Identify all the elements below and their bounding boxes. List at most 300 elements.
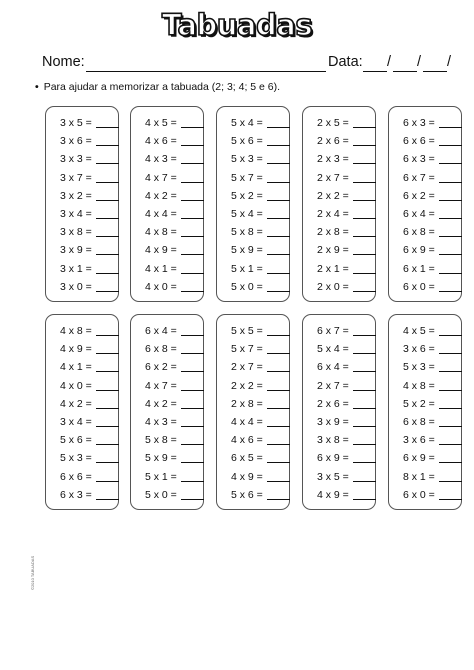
answer-blank[interactable] (181, 353, 204, 354)
exercise-row (217, 115, 291, 131)
exercise-row (46, 242, 120, 258)
exercise-expression: 4 x 2 = (60, 397, 92, 410)
answer-blank[interactable] (181, 291, 204, 292)
exercise-expression: 4 x 2 = (145, 189, 177, 202)
exercise-row (303, 432, 377, 448)
exercise-expression: 4 x 0 = (145, 280, 177, 293)
exercise-row (217, 133, 291, 149)
answer-blank[interactable] (353, 236, 376, 237)
exercise-row (46, 378, 120, 394)
exercise-row (389, 279, 463, 295)
answer-blank[interactable] (181, 145, 204, 146)
exercise-expression: 5 x 6 = (231, 135, 263, 148)
answer-blank[interactable] (267, 291, 290, 292)
exercise-expression: 3 x 7 = (60, 171, 92, 184)
answer-blank[interactable] (267, 163, 290, 164)
exercise-expression: 6 x 3 = (60, 488, 92, 501)
answer-blank[interactable] (96, 218, 119, 219)
answer-blank[interactable] (267, 390, 290, 391)
exercise-row (46, 359, 120, 375)
exercise-expression: 5 x 1 = (145, 470, 177, 483)
exercise-row (389, 450, 463, 466)
answer-blank[interactable] (353, 462, 376, 463)
answer-blank[interactable] (96, 254, 119, 255)
exercise-expression: 2 x 2 = (231, 379, 263, 392)
exercise-row (389, 151, 463, 167)
exercise-expression: 5 x 7 = (231, 171, 263, 184)
exercise-row (303, 188, 377, 204)
answer-blank[interactable] (96, 426, 119, 427)
exercise-expression: 6 x 9 = (403, 244, 435, 257)
exercise-row (46, 487, 120, 503)
exercise-expression: 5 x 8 = (231, 226, 263, 239)
exercise-row (303, 279, 377, 295)
answer-blank[interactable] (439, 371, 462, 372)
answer-blank[interactable] (439, 481, 462, 482)
exercise-expression: 4 x 9 = (317, 488, 349, 501)
exercise-row (389, 133, 463, 149)
answer-blank[interactable] (181, 390, 204, 391)
exercise-row (131, 378, 205, 394)
exercise-expression: 3 x 3 = (60, 153, 92, 166)
answer-blank[interactable] (353, 481, 376, 482)
exercise-row (131, 396, 205, 412)
answer-blank[interactable] (96, 408, 119, 409)
answer-blank[interactable] (181, 163, 204, 164)
answer-blank[interactable] (96, 499, 119, 500)
answer-blank[interactable] (96, 291, 119, 292)
exercise-expression: 4 x 4 = (231, 416, 263, 428)
answer-blank[interactable] (96, 390, 119, 391)
exercise-expression: 3 x 5 = (317, 470, 349, 483)
answer-blank[interactable] (181, 408, 204, 409)
exercise-expression: 6 x 8 = (145, 343, 177, 356)
exercise-expression: 5 x 3 = (60, 452, 92, 465)
date-year-line[interactable] (423, 71, 447, 72)
exercise-row (389, 469, 463, 485)
exercise-card (130, 106, 204, 302)
answer-blank[interactable] (96, 182, 119, 183)
exercise-row (217, 206, 291, 222)
exercise-expression: 6 x 2 = (145, 361, 177, 374)
exercise-expression: 2 x 7 = (317, 379, 349, 392)
answer-blank[interactable] (439, 254, 462, 255)
exercise-row (303, 487, 377, 503)
exercise-row (389, 432, 463, 448)
answer-blank[interactable] (267, 182, 290, 183)
exercise-row (217, 279, 291, 295)
answer-blank[interactable] (439, 218, 462, 219)
answer-blank[interactable] (439, 273, 462, 274)
exercise-row (46, 206, 120, 222)
answer-blank[interactable] (439, 335, 462, 336)
answer-blank[interactable] (181, 426, 204, 427)
exercise-row (46, 261, 120, 277)
exercise-expression: 5 x 6 = (231, 488, 263, 501)
exercise-expression: 3 x 8 = (317, 434, 349, 447)
answer-blank[interactable] (439, 353, 462, 354)
answer-blank[interactable] (181, 236, 204, 237)
answer-blank[interactable] (439, 200, 462, 201)
exercise-expression: 4 x 6 = (231, 434, 263, 447)
date-label: Data: (328, 54, 363, 70)
exercise-row (303, 133, 377, 149)
exercise-expression: 2 x 6 = (317, 397, 349, 410)
exercise-expression: 3 x 0 = (60, 280, 92, 293)
answer-blank[interactable] (267, 236, 290, 237)
exercise-row (46, 469, 120, 485)
answer-blank[interactable] (353, 291, 376, 292)
name-label: Nome: (42, 54, 85, 70)
exercise-card (216, 106, 290, 302)
answer-blank[interactable] (353, 127, 376, 128)
exercise-row (389, 359, 463, 375)
exercise-row (46, 450, 120, 466)
exercise-row (131, 115, 205, 131)
exercise-expression: 3 x 6 = (60, 135, 92, 148)
exercise-row (131, 224, 205, 240)
answer-blank[interactable] (96, 236, 119, 237)
exercise-row (303, 151, 377, 167)
answer-blank[interactable] (181, 273, 204, 274)
answer-blank[interactable] (439, 426, 462, 427)
exercise-expression: 5 x 3 = (403, 361, 435, 374)
answer-blank[interactable] (267, 273, 290, 274)
exercise-expression: 5 x 6 = (60, 434, 92, 447)
answer-blank[interactable] (181, 200, 204, 201)
exercise-expression: 5 x 0 = (145, 488, 177, 501)
exercise-row (131, 469, 205, 485)
exercise-expression: 2 x 0 = (317, 280, 349, 293)
answer-blank[interactable] (181, 462, 204, 463)
answer-blank[interactable] (439, 145, 462, 146)
exercise-row (217, 224, 291, 240)
answer-blank[interactable] (353, 408, 376, 409)
answer-blank[interactable] (96, 335, 119, 336)
bullet-icon: • (35, 81, 39, 93)
exercise-expression: 2 x 2 = (317, 189, 349, 202)
answer-blank[interactable] (267, 408, 290, 409)
exercise-expression: 6 x 0 = (403, 488, 435, 501)
exercise-row (217, 341, 291, 357)
exercise-row (389, 414, 463, 430)
answer-blank[interactable] (181, 182, 204, 183)
exercise-row (46, 341, 120, 357)
answer-blank[interactable] (267, 462, 290, 463)
exercise-expression: 2 x 5 = (317, 117, 349, 129)
answer-blank[interactable] (439, 182, 462, 183)
exercise-row (46, 170, 120, 186)
exercise-expression: 6 x 4 = (145, 325, 177, 337)
answer-blank[interactable] (353, 353, 376, 354)
exercise-expression: 6 x 9 = (317, 452, 349, 465)
exercise-expression: 4 x 7 = (145, 171, 177, 184)
exercise-row (131, 188, 205, 204)
answer-blank[interactable] (353, 444, 376, 445)
answer-blank[interactable] (96, 353, 119, 354)
answer-blank[interactable] (439, 390, 462, 391)
exercise-expression: 4 x 6 = (145, 135, 177, 148)
answer-blank[interactable] (267, 481, 290, 482)
exercise-expression: 4 x 1 = (60, 361, 92, 374)
exercise-row (217, 469, 291, 485)
exercise-row (389, 242, 463, 258)
answer-blank[interactable] (267, 218, 290, 219)
exercise-expression: 2 x 8 = (317, 226, 349, 239)
exercise-row (46, 279, 120, 295)
exercise-row (46, 396, 120, 412)
exercise-row (389, 170, 463, 186)
exercise-expression: 6 x 8 = (403, 226, 435, 239)
answer-blank[interactable] (96, 371, 119, 372)
exercise-row (131, 341, 205, 357)
answer-blank[interactable] (181, 335, 204, 336)
date-slash: / (417, 54, 422, 70)
exercise-expression: 4 x 0 = (60, 379, 92, 392)
exercise-card (216, 314, 290, 510)
answer-blank[interactable] (267, 127, 290, 128)
answer-blank[interactable] (439, 499, 462, 500)
exercise-expression: 3 x 9 = (317, 416, 349, 428)
exercise-expression: 5 x 2 = (403, 397, 435, 410)
date-slash: / (387, 54, 392, 70)
exercise-row (389, 224, 463, 240)
exercise-expression: 5 x 9 = (145, 452, 177, 465)
exercise-expression: 4 x 1 = (145, 262, 177, 275)
answer-blank[interactable] (439, 444, 462, 445)
name-field-line[interactable] (86, 71, 326, 72)
exercise-row (389, 341, 463, 357)
exercise-expression: 6 x 7 = (317, 325, 349, 337)
answer-blank[interactable] (439, 163, 462, 164)
answer-blank[interactable] (353, 218, 376, 219)
exercise-row (217, 323, 291, 339)
exercise-row (303, 414, 377, 430)
answer-blank[interactable] (267, 335, 290, 336)
exercise-expression: 2 x 9 = (317, 244, 349, 257)
exercise-expression: 5 x 4 = (317, 343, 349, 356)
exercise-row (46, 323, 120, 339)
exercise-expression: 5 x 4 = (231, 117, 263, 129)
exercise-row (131, 323, 205, 339)
exercise-expression: 6 x 9 = (403, 452, 435, 465)
exercise-expression: 6 x 7 = (403, 171, 435, 184)
exercise-row (46, 432, 120, 448)
answer-blank[interactable] (96, 444, 119, 445)
exercise-row (303, 469, 377, 485)
exercise-row (303, 359, 377, 375)
exercise-expression: 3 x 8 = (60, 226, 92, 239)
answer-blank[interactable] (96, 273, 119, 274)
answer-blank[interactable] (353, 390, 376, 391)
exercise-expression: 3 x 6 = (403, 343, 435, 356)
exercise-expression: 4 x 8 = (403, 379, 435, 392)
exercise-expression: 4 x 8 = (145, 226, 177, 239)
exercise-expression: 6 x 3 = (403, 117, 435, 129)
exercise-row (46, 414, 120, 430)
date-month-line[interactable] (393, 71, 417, 72)
answer-blank[interactable] (353, 145, 376, 146)
exercise-expression: 3 x 4 = (60, 416, 92, 428)
exercise-row (131, 261, 205, 277)
exercise-card (45, 106, 119, 302)
exercise-row (131, 206, 205, 222)
date-slash: / (447, 54, 452, 70)
answer-blank[interactable] (353, 335, 376, 336)
answer-blank[interactable] (267, 200, 290, 201)
exercise-expression: 2 x 6 = (317, 135, 349, 148)
answer-blank[interactable] (181, 499, 204, 500)
answer-blank[interactable] (439, 291, 462, 292)
side-credit: ©2010 TABUADAS (30, 555, 35, 590)
exercise-expression: 6 x 8 = (403, 416, 435, 428)
exercise-row (217, 396, 291, 412)
exercise-card (302, 314, 376, 510)
exercise-row (217, 261, 291, 277)
answer-blank[interactable] (181, 254, 204, 255)
exercise-expression: 3 x 1 = (60, 262, 92, 275)
answer-blank[interactable] (353, 371, 376, 372)
answer-blank[interactable] (96, 163, 119, 164)
answer-blank[interactable] (439, 408, 462, 409)
exercise-expression: 6 x 3 = (403, 153, 435, 166)
exercise-row (217, 487, 291, 503)
exercise-row (303, 341, 377, 357)
exercise-expression: 6 x 6 = (60, 470, 92, 483)
exercise-expression: 2 x 7 = (231, 361, 263, 374)
exercise-expression: 6 x 4 = (403, 208, 435, 220)
exercise-expression: 5 x 5 = (231, 325, 263, 337)
exercise-row (389, 487, 463, 503)
exercise-row (217, 450, 291, 466)
exercise-row (217, 151, 291, 167)
answer-blank[interactable] (267, 254, 290, 255)
exercise-expression: 2 x 8 = (231, 397, 263, 410)
answer-blank[interactable] (353, 426, 376, 427)
exercise-row (46, 224, 120, 240)
exercise-expression: 4 x 9 = (145, 244, 177, 257)
exercise-row (217, 414, 291, 430)
answer-blank[interactable] (353, 163, 376, 164)
exercise-row (131, 242, 205, 258)
answer-blank[interactable] (267, 145, 290, 146)
exercise-row (303, 115, 377, 131)
exercise-row (303, 206, 377, 222)
exercise-row (303, 378, 377, 394)
exercise-row (217, 359, 291, 375)
exercise-row (389, 188, 463, 204)
answer-blank[interactable] (353, 200, 376, 201)
exercise-row (46, 188, 120, 204)
answer-blank[interactable] (267, 426, 290, 427)
answer-blank[interactable] (353, 273, 376, 274)
exercise-expression: 4 x 7 = (145, 379, 177, 392)
answer-blank[interactable] (267, 353, 290, 354)
exercise-expression: 4 x 9 = (60, 343, 92, 356)
exercise-expression: 4 x 5 = (145, 117, 177, 129)
exercise-row (389, 323, 463, 339)
exercise-expression: 8 x 1 = (403, 470, 435, 483)
answer-blank[interactable] (96, 145, 119, 146)
answer-blank[interactable] (353, 254, 376, 255)
exercise-expression: 4 x 3 = (145, 416, 177, 428)
exercise-expression: 6 x 1 = (403, 262, 435, 275)
exercise-row (217, 378, 291, 394)
exercise-card (45, 314, 119, 510)
answer-blank[interactable] (181, 444, 204, 445)
exercise-row (131, 487, 205, 503)
exercise-expression: 2 x 4 = (317, 208, 349, 220)
answer-blank[interactable] (267, 499, 290, 500)
date-day-line[interactable] (363, 71, 387, 72)
exercise-card (388, 106, 462, 302)
instruction (35, 81, 280, 93)
answer-blank[interactable] (439, 462, 462, 463)
exercise-expression: 2 x 3 = (317, 153, 349, 166)
answer-blank[interactable] (353, 499, 376, 500)
exercise-row (131, 151, 205, 167)
answer-blank[interactable] (181, 127, 204, 128)
exercise-row (389, 261, 463, 277)
exercise-expression: 6 x 6 = (403, 135, 435, 148)
exercise-expression: 6 x 5 = (231, 452, 263, 465)
answer-blank[interactable] (96, 481, 119, 482)
exercise-row (131, 170, 205, 186)
exercise-row (46, 151, 120, 167)
exercise-expression: 6 x 4 = (317, 361, 349, 374)
answer-blank[interactable] (96, 462, 119, 463)
answer-blank[interactable] (439, 127, 462, 128)
exercise-expression: 3 x 4 = (60, 208, 92, 220)
exercise-expression: 4 x 8 = (60, 325, 92, 337)
exercise-row (303, 224, 377, 240)
exercise-expression: 3 x 6 = (403, 434, 435, 447)
exercise-expression: 5 x 4 = (231, 208, 263, 220)
exercise-expression: 3 x 5 = (60, 117, 92, 129)
exercise-row (131, 279, 205, 295)
exercise-expression: 4 x 3 = (145, 153, 177, 166)
exercise-expression: 5 x 3 = (231, 153, 263, 166)
header-row (42, 54, 466, 76)
answer-blank[interactable] (267, 444, 290, 445)
exercise-expression: 5 x 1 = (231, 262, 263, 275)
exercise-row (303, 450, 377, 466)
answer-blank[interactable] (267, 371, 290, 372)
exercise-row (217, 242, 291, 258)
exercise-row (46, 115, 120, 131)
answer-blank[interactable] (181, 218, 204, 219)
answer-blank[interactable] (353, 182, 376, 183)
exercise-row (303, 170, 377, 186)
instruction-text: Para ajudar a memorizar a tabuada (2; 3; 4; 5 e 6). (43, 81, 281, 93)
exercise-row (131, 450, 205, 466)
exercise-expression: 6 x 2 = (403, 189, 435, 202)
answer-blank[interactable] (96, 127, 119, 128)
exercise-expression: 4 x 4 = (145, 208, 177, 220)
exercise-row (303, 323, 377, 339)
answer-blank[interactable] (439, 236, 462, 237)
exercise-row (131, 359, 205, 375)
exercise-expression: 4 x 9 = (231, 470, 263, 483)
answer-blank[interactable] (181, 481, 204, 482)
exercise-expression: 4 x 5 = (403, 325, 435, 337)
exercise-row (389, 115, 463, 131)
exercise-expression: 5 x 0 = (231, 280, 263, 293)
exercise-expression: 5 x 2 = (231, 189, 263, 202)
answer-blank[interactable] (181, 371, 204, 372)
answer-blank[interactable] (96, 200, 119, 201)
exercise-expression: 5 x 9 = (231, 244, 263, 257)
